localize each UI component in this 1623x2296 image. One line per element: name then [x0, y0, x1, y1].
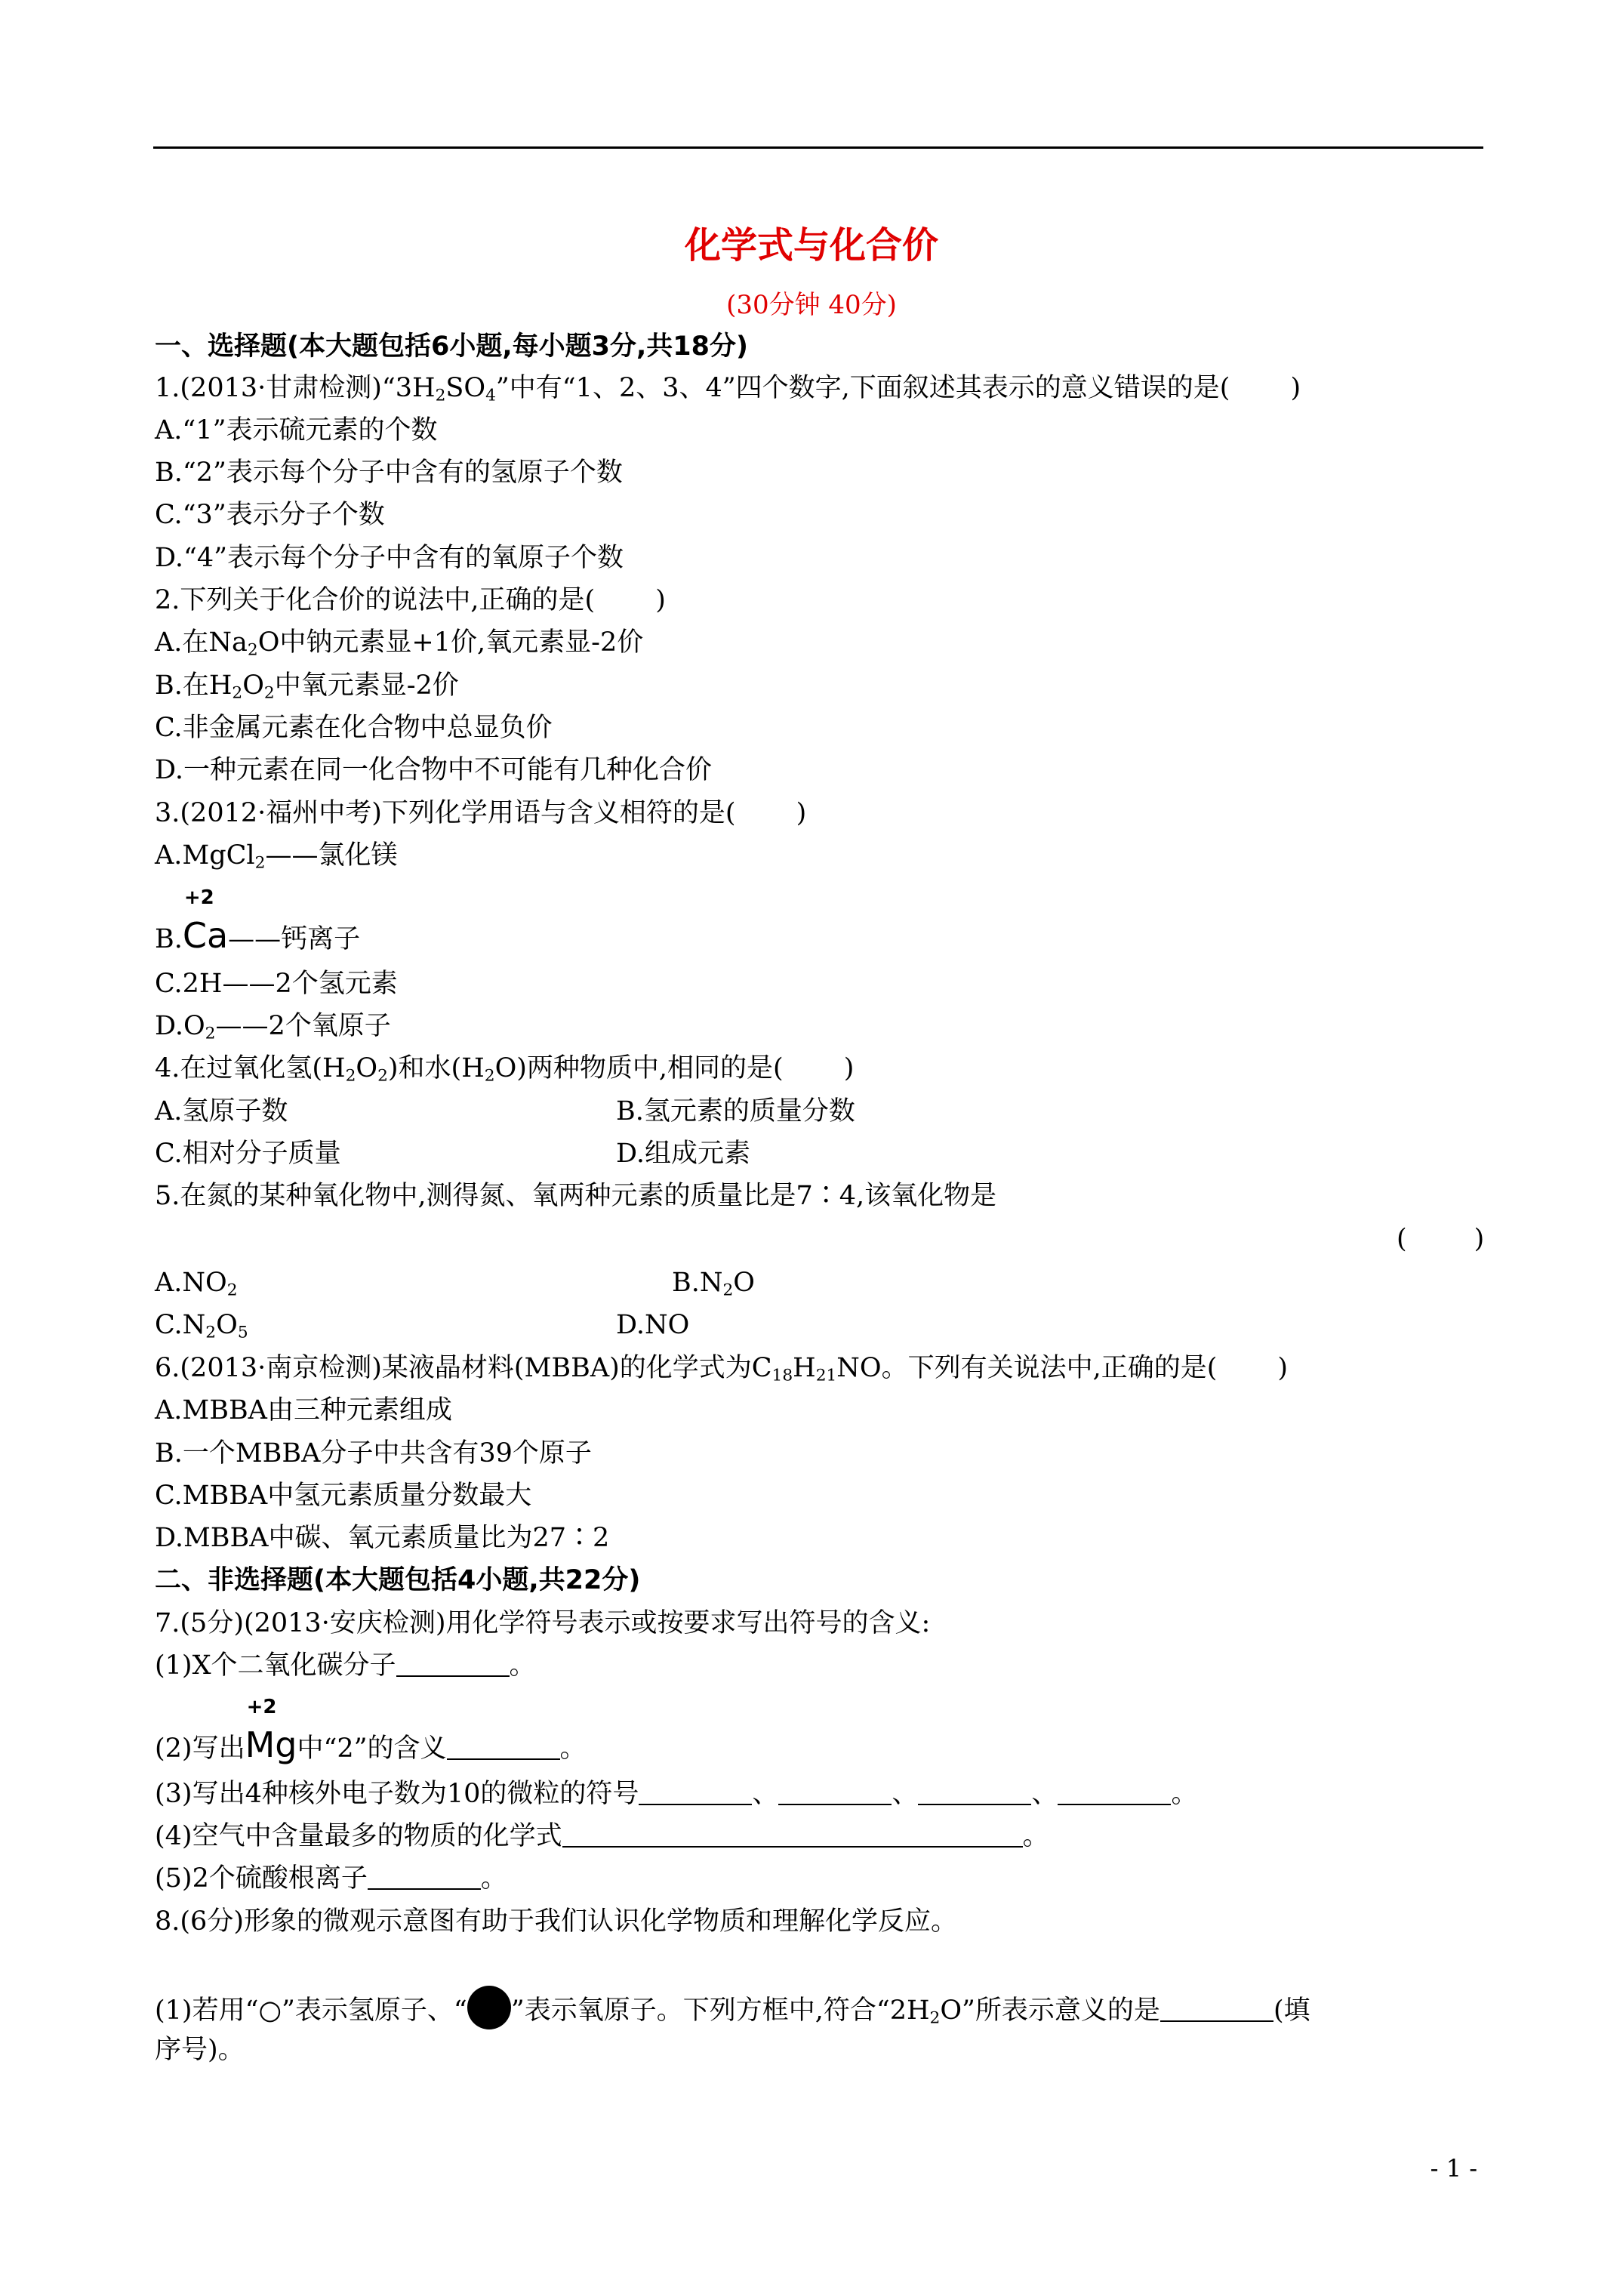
page-number: - 1 -	[1430, 2154, 1477, 2183]
answer-blank[interactable]	[639, 1781, 752, 1805]
question-8-part-1-continued: 序号)。	[155, 2035, 245, 2065]
calcium-valence-symbol: +2 Ca	[182, 886, 229, 956]
page-subtitle: (30分钟 40分)	[726, 290, 897, 320]
question-1-option-d: D.“4”表示每个分子中含有的氧原子个数	[155, 543, 624, 573]
question-7-part-3: (3)写出4种核外电子数为10的微粒的符号 、 、 、 。	[155, 1779, 1198, 1809]
question-7-part-4: (4)空气中含量最多的物质的化学式 。	[155, 1821, 1049, 1851]
question-2-stem: 2.下列关于化合价的说法中,正确的是( )	[155, 585, 666, 615]
question-7-part-5: (5)2个硫酸根离子 。	[155, 1863, 507, 1894]
section-heading-1: 一、选择题(本大题包括6小题,每小题3分,共18分)	[155, 331, 748, 362]
question-4-option-a: A.氢原子数	[155, 1096, 288, 1126]
question-5-option-c: $C.N_2O_5$	[155, 1310, 248, 1342]
header-rule	[153, 146, 1483, 149]
question-2-option-a: A.在$Na_2O$中钠元素显+1价,氧元素显-2价	[155, 627, 644, 660]
question-2-option-b: B.在$H_2O_2$中氧元素显-2价	[155, 670, 459, 703]
question-6-option-b: B.一个MBBA分子中共含有39个原子	[155, 1438, 592, 1469]
question-2-option-c: C.非金属元素在化合物中总显负价	[155, 713, 553, 743]
question-6-option-c: C.MBBA中氢元素质量分数最大	[155, 1481, 532, 1511]
question-4-option-b: B.氢元素的质量分数	[616, 1096, 855, 1126]
page-title: 化学式与化合价	[684, 224, 938, 267]
question-4-option-d: D.组成元素	[616, 1139, 750, 1169]
question-1-option-c: C.“3”表示分子个数	[155, 500, 385, 530]
question-7-stem: 7.(5分)(2013·安庆检测)用化学符号表示或按要求写出符号的含义:	[155, 1608, 931, 1638]
question-5-option-b: $B.N_2O$	[672, 1268, 755, 1300]
question-4-option-c: C.相对分子质量	[155, 1139, 341, 1169]
question-6-option-d: D.MBBA中碳、氧元素质量比为27∶2	[155, 1523, 610, 1553]
question-7-part-2: (2)写出 +2 Mg中“2”的含义 。	[155, 1696, 587, 1765]
question-3-option-d: $D.O_2——2$个氧原子	[155, 1011, 391, 1043]
question-8-stem: 8.(6分)形象的微观示意图有助于我们认识化学物质和理解化学反应。	[155, 1906, 957, 1937]
question-3-stem: 3.(2012·福州中考)下列化学用语与含义相符的是( )	[155, 798, 807, 828]
question-3-option-c: C.2H——2个氢元素	[155, 969, 398, 999]
section-heading-2: 二、非选择题(本大题包括4小题,共22分)	[155, 1565, 641, 1595]
question-4-stem: 4.在过氧化氢$(H_2O_2)$和水$(H_2O)$两种物质中,相同的是( )	[155, 1053, 855, 1086]
question-5-answer-paren: ( )	[1397, 1224, 1485, 1254]
answer-blank[interactable]	[778, 1781, 892, 1805]
question-5-option-a: $A.NO_2$	[155, 1268, 238, 1300]
question-3-option-a: A.MgCl$_2$——氯化镁	[155, 840, 398, 873]
question-2-option-d: D.一种元素在同一化合物中不可能有几种化合价	[155, 755, 712, 785]
answer-blank[interactable]	[1058, 1781, 1171, 1805]
question-6-stem: 6.(2013·南京检测)某液晶材料(MBBA)的化学式为$C_{18}H_{21}NO$。下列有关说法中,正确的是( )	[155, 1353, 1289, 1385]
answer-blank[interactable]	[447, 1736, 560, 1760]
question-1-option-a: A.“1”表示硫元素的个数	[155, 415, 438, 445]
answer-blank[interactable]	[396, 1653, 510, 1677]
answer-blank[interactable]	[918, 1781, 1031, 1805]
question-7-part-1: (1)X个二氧化碳分子 。	[155, 1650, 536, 1681]
question-6-option-a: A.MBBA由三种元素组成	[155, 1395, 452, 1425]
oxygen-atom-dot-icon	[467, 1986, 511, 2029]
question-5-option-d: D.NO	[616, 1310, 690, 1340]
question-5-stem: 5.在氮的某种氧化物中,测得氮、氧两种元素的质量比是7∶4,该氧化物是	[155, 1181, 997, 1211]
magnesium-valence-symbol: +2 Mg	[245, 1696, 297, 1765]
question-3-option-b: B. +2 Ca——钙离子	[155, 886, 361, 956]
answer-blank[interactable]	[562, 1823, 1023, 1848]
question-1-stem: 1.(2013·甘肃检测)“$3H_2SO_4$”中有“1、2、3、4”四个数字,下面叙述其表示的意义错误的是( )	[155, 373, 1301, 405]
answer-blank[interactable]	[1160, 1998, 1273, 2022]
answer-blank[interactable]	[368, 1866, 481, 1890]
question-8-part-1: (1)若用“○”表示氢原子、“ ”表示氧原子。下列方框中,符合“$2H_2O$”所表示意义的是 (填	[155, 1986, 1310, 2029]
question-1-option-b: B.“2”表示每个分子中含有的氢原子个数	[155, 458, 623, 488]
